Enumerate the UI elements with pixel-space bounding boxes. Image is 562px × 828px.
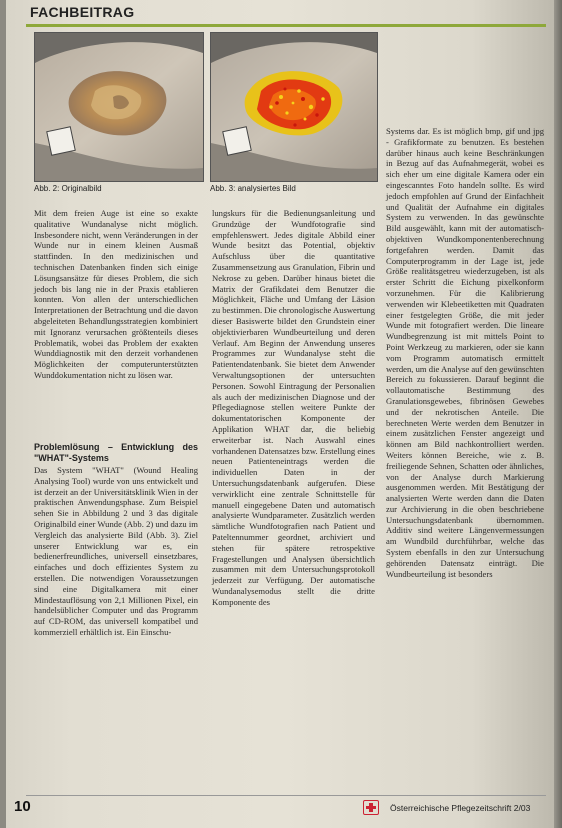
page-number: 10 <box>14 798 31 815</box>
article-paragraph: Mit dem freien Auge ist eine so exakte qualitative Wundanalyse nicht möglich. Insbesondere nicht, wenn Veränderungen in der Wunde nur in einem kleinen Ausmaß stattfinden. In den medizinischen und technischen Datenbanken finden sich einige Lösungsansätze für dieses Problem, die sich jedoch bis lang nie in der Praxis etablieren konnten. Von allen der unterschiedlichen Interpretationen der Betrachtung und die davon abgeleiteten Behandlungsstrategien kombiniert mit Ignoranz verursachen größtenteils dieses Problematik, wobei das Problem der exakten Wunddiagnostik mit den derzeit vorhandenen Möglichkeiten der computerunterstützten Wunddokumentation nicht zu lösen war. <box>34 208 198 380</box>
article-column-1 <box>34 208 198 381</box>
article-column-1-section <box>34 442 198 638</box>
figure-caption-original: Abb. 2: Originalbild <box>34 184 102 193</box>
page-spine-shadow <box>554 0 562 828</box>
figure-caption-analysed: Abb. 3: analysiertes Bild <box>210 184 296 193</box>
article-paragraph: lungskurs für die Bedienungsanleitung und Grundzüge der Wundfotografie sind empfehlenswert. Jedes digitale Abbild einer Wunde besitzt das Potential, objektiv Aufschluss über die quantitative Zusammensetzung aus Granulation, Fibrin und Nekrose zu geben. Darüber hinaus bietet die Matrix der Grafikdatei dem Benutzer die Möglichkeit, Fläche und Umfang der Läsion zu bestimmen. Die chronologische Auswertung dieser Basiswerte bildet den Grundstein einer objektivierbaren Wundbeurteilung und deren Verlauf. Am Beginn der Anwendung unseres Programmes zur Wundanalyse steht die Patientendatenbank. Sie bietet dem Anwender Verwaltungsoptionen der untersuchten Personen. Sowohl Eintragung der Personalien als auch der medizinischen Diagnose und der Pflegediagnose stellen weitere Punkte der dokumentatorischen Komponente der Applikation WHAT dar, die beliebig erweiterbar ist. Nach Auswahl eines vorhandenen Datensatzes bzw. Erstellung eines neuen Patienteneintrags werden die individuellen Daten in der Untersuchungsdatenbank aufgerufen. Diese verwirklicht eine zentrale Schnittstelle für manuell eingegebene Daten und automatisch analysierte Wundparameter. Zusätzlich werden sämtliche Wundfotografien nach Patient und Pateltennummer geordnet, archiviert und stehen für spätere retrospektive Fragestellungen und Analysen übersichtlich zusammen mit dem Untersuchungsprotokoll jederzeit zur Verfügung. Der automatische Wundanalysemodus stellt die dritte Komponente des <box>212 208 376 607</box>
article-paragraph: Das System "WHAT" (Wound Healing Analysing Tool) wurde von uns entwickelt und ist derzeit an der Universitätsklinik Wien in der praktischen Anwendungsphase. Zum Beispiel sehen Sie in Abbildung 2 und 3 das digitale Originalbild einer Wunde (Abb. 2) und dazu im Vergleich das analysierte Bild (Abb. 3). Ziel unserer Entwicklung war es, ein bedienerfreundliches, universell einsetzbares, einfaches und doch effizientes System zu erstellen. Die notwendigen Voraussetzungen sind eine Digitalkamera mit einer Mindestauflösung von 2,1 Millionen Pixel, ein handelsüblicher Computer und das Programm auf CD-ROM, das universell kompatibel und kommerziell erhältlich ist. Ein Einschu- <box>34 465 198 637</box>
article-paragraph: Systems dar. Es ist möglich bmp, gif und jpg - Grafikformate zu benutzen. Es bestehen darüber hinaus auch keine Beschränkungen in Bezug auf das Aufnahmegerät, wobei es sich eher um eine digitale Kamera oder ein eingescanntes Foto handeln sollte. Es wird jedoch empfohlen auf Grund der Einfachheit und Qualität der Aufnahme ein digitales System zu verwenden. In das gewünschte Bild ausgewählt, kann mit der automatisch-objektiven Wundkomponentenberechnung fortgefahren werden. Damit das Computerprogramm in der Lage ist, jede Größe realitätsgetreu wiederzugeben, ist als erster Schritt die Eichung pixelkonform vorzunehmen. Für die Kalibrierung verwenden wir Klebeetiketten mit Quadraten einer festgelegten Größe, die mit jeder Wunde mit fotografiert werden. Die lineare Wundbegrenzung ist mit mittels Point to Point Werkzeug zu markieren, oder sie kann vom Programm automatisch ermittelt werden, um die Analyse auf den gewünschten Bereich zu fokussieren. Darauf beginnt die vollautomatische Bestimmung des Granulationsgewebes, fibrinösen Gewebes und der nekrotischen Anteile. Die berechneten Werte werden dem Benutzer in einem zusätzlichen Fenster angezeigt und können am Bild nachkontrolliert werden. Weiters können Bereiche, wie z. B. freiliegende Sehnen, Schatten oder ähnliches, von der Analyse durch Markierung ausgenommen werden. Mit Bestätigung der analysierten Werte werden dann die Daten zur Archivierung in die oben beschriebene Untersuchungsdatenbank übernommen. Additiv sind weitere Längenvermessungen am Wundbild durchführbar, welche das System ebenfalls in den zur Untersuchung gehörenden Datensatz einträgt. Die Wundbeurteilung ist besonders <box>386 126 544 579</box>
wound-photo-original <box>35 33 203 181</box>
wound-photo-analysed <box>211 33 377 181</box>
figure-analysed-wound-image <box>210 32 378 182</box>
article-column-2 <box>212 208 375 607</box>
journal-cross-logo-icon <box>363 800 379 815</box>
journal-name: Österreichische Pflegezeitschrift 2/03 <box>390 803 531 813</box>
header-rule <box>26 24 546 27</box>
footer-rule <box>26 795 546 796</box>
section-title: FACHBEITRAG <box>30 4 135 20</box>
article-column-3 <box>386 126 544 579</box>
section-subheading: Problemlösung – Entwicklung des "WHAT"-Systems <box>34 442 198 463</box>
figure-original-wound-image <box>34 32 204 182</box>
